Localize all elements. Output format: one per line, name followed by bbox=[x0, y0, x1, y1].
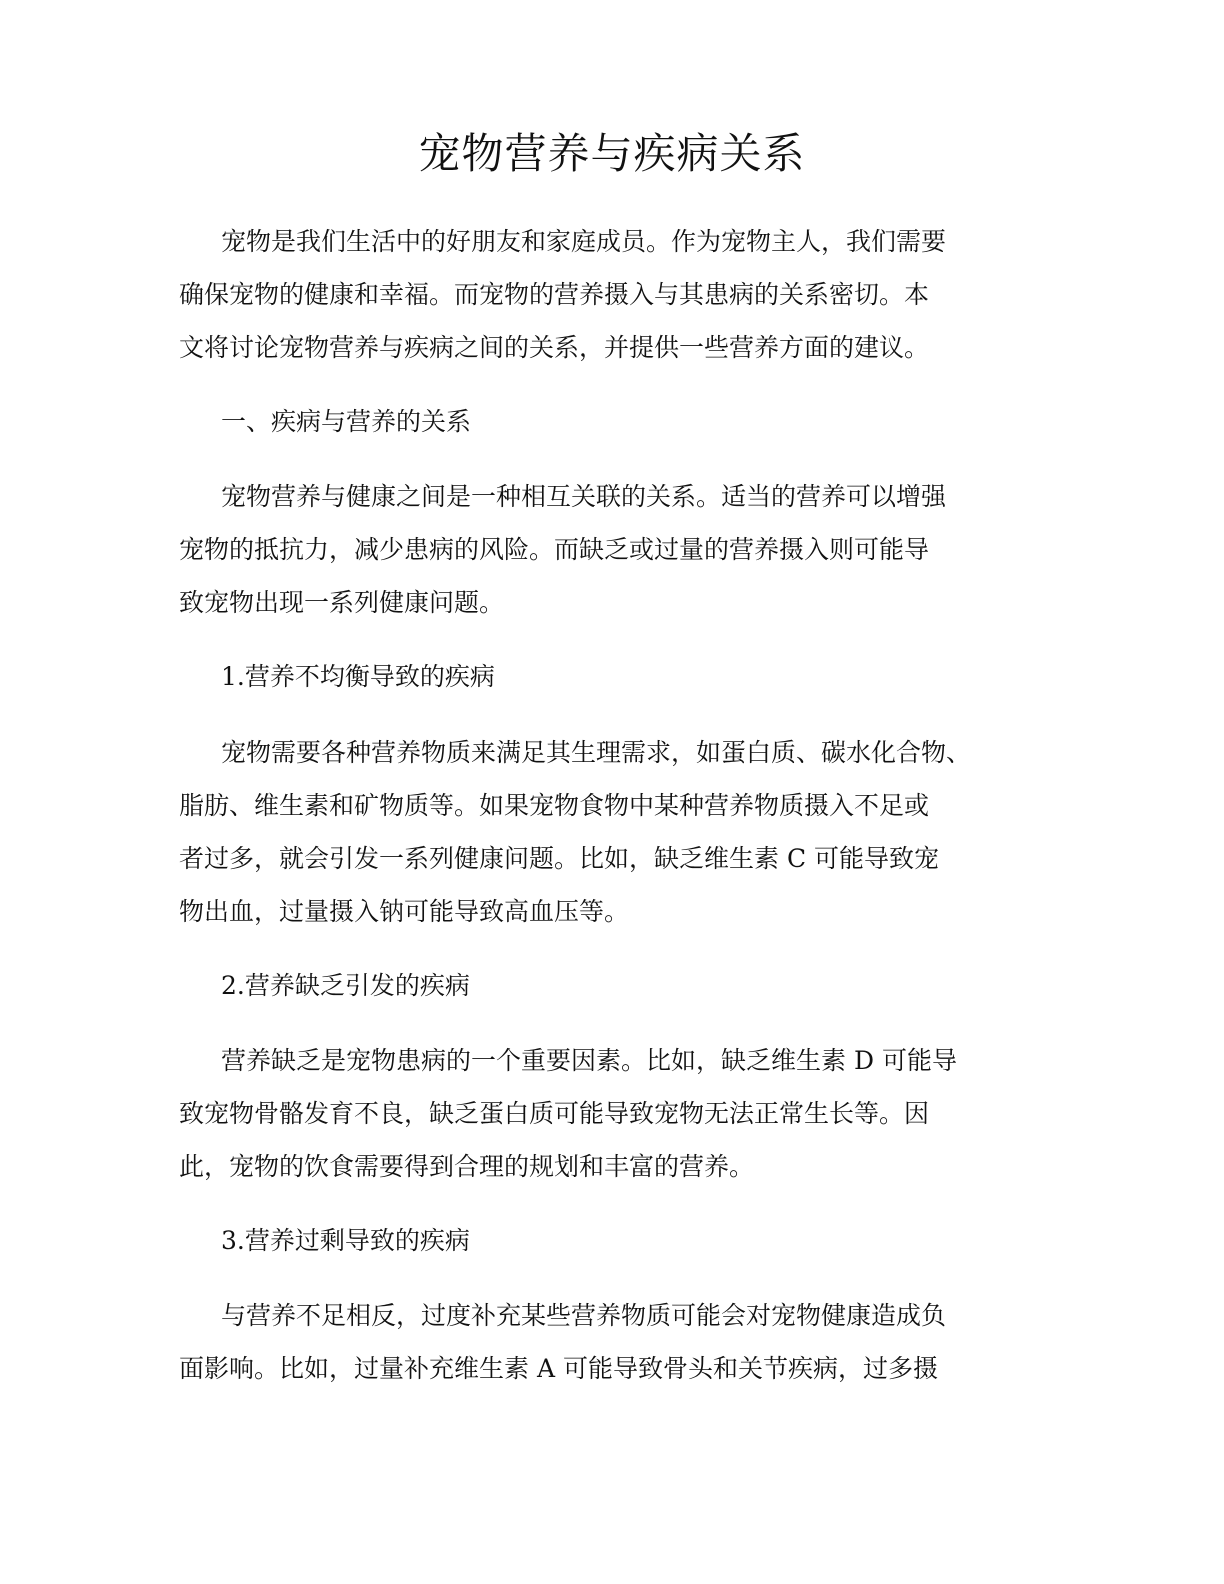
paragraph-line: 与营养不足相反，过度补充某些营养物质可能会对宠物健康造成负 bbox=[221, 1301, 947, 1330]
paragraph-line: 宠物是我们生活中的好朋友和家庭成员。作为宠物主人，我们需要 bbox=[221, 227, 947, 256]
paragraph-line: 脂肪、维生素和矿物质等。如果宠物食物中某种营养物质摄入不足或 bbox=[179, 791, 930, 820]
paragraph-line: 宠物营养与健康之间是一种相互关联的关系。适当的营养可以增强 bbox=[221, 482, 947, 511]
subheading-excess: 3.营养过剩导致的疾病 bbox=[221, 1226, 470, 1255]
paragraph-line: 营养缺乏是宠物患病的一个重要因素。比如，缺乏维生素 D 可能导 bbox=[221, 1046, 957, 1075]
paragraph-line: 宠物的抵抗力，减少患病的风险。而缺乏或过量的营养摄入则可能导 bbox=[179, 535, 930, 564]
paragraph-line: 物出血，过量摄入钠可能导致高血压等。 bbox=[179, 897, 630, 926]
subheading-imbalance: 1.营养不均衡导致的疾病 bbox=[221, 662, 495, 691]
paragraph-line: 致宠物骨骼发育不良，缺乏蛋白质可能导致宠物无法正常生长等。因 bbox=[179, 1099, 930, 1128]
paragraph-line: 宠物需要各种营养物质来满足其生理需求，如蛋白质、碳水化合物、 bbox=[221, 738, 972, 767]
subheading-deficiency: 2.营养缺乏引发的疾病 bbox=[221, 971, 470, 1000]
paragraph-line: 面影响。比如，过量补充维生素 A 可能导致骨头和关节疾病，过多摄 bbox=[179, 1354, 938, 1383]
paragraph-line: 此，宠物的饮食需要得到合理的规划和丰富的营养。 bbox=[179, 1152, 755, 1181]
section-heading-1: 一、疾病与营养的关系 bbox=[221, 407, 472, 436]
document-title: 宠物营养与疾病关系 bbox=[418, 129, 806, 178]
paragraph-line: 者过多，就会引发一系列健康问题。比如，缺乏维生素 C 可能导致宠 bbox=[179, 844, 940, 873]
paragraph-line: 文将讨论宠物营养与疾病之间的关系，并提供一些营养方面的建议。 bbox=[179, 333, 930, 362]
paragraph-line: 致宠物出现一系列健康问题。 bbox=[179, 588, 505, 617]
paragraph-line: 确保宠物的健康和幸福。而宠物的营养摄入与其患病的关系密切。本 bbox=[179, 280, 930, 309]
